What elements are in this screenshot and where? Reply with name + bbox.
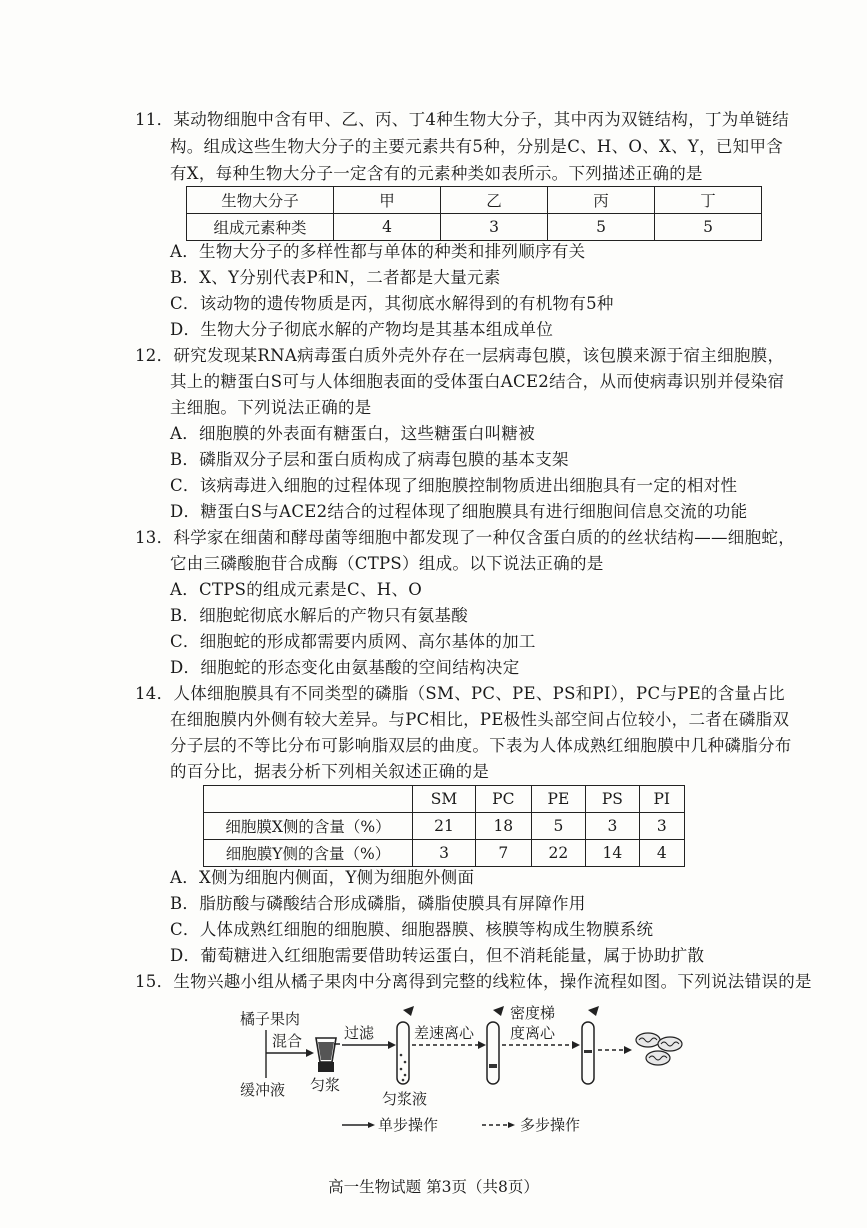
table-cell: PC	[476, 786, 532, 813]
mitochondria-icon	[636, 1033, 682, 1065]
table-cell: 细胞膜X侧的含量（%）	[204, 813, 413, 840]
table-cell: SM	[413, 786, 476, 813]
arrow-head-icon	[478, 1041, 486, 1049]
table-cell: 5	[531, 813, 586, 840]
table-cell: 乙	[441, 187, 548, 214]
table-cell: PS	[586, 786, 639, 813]
table-row	[204, 840, 685, 867]
arrow-head-icon	[388, 1041, 396, 1049]
label-buffer: 缓冲液	[240, 1081, 286, 1099]
q11-stem-line-3: 有X，每种生物大分子一定含有的元素种类如表所示。下列描述正确的是	[170, 164, 703, 183]
q14-stem-line-2: 在细胞膜内外侧有较大差异。与PC相比，PE极性头部空间占位较小，二者在磷脂双	[170, 710, 790, 729]
q12-option-c: C．该病毒进入细胞的过程体现了细胞膜控制物质进出细胞具有一定的相对性	[170, 476, 738, 495]
q13-option-d: D．细胞蛇的形态变化由氨基酸的空间结构决定	[170, 658, 520, 677]
label-density-line-2: 度离心	[510, 1024, 556, 1042]
arrow-head-icon	[624, 1046, 632, 1054]
label-filter: 过滤	[344, 1024, 375, 1042]
label-homogenize: 匀浆	[310, 1076, 341, 1094]
table-cell: 5	[548, 214, 655, 241]
q12-option-b: B．磷脂双分子层和蛋白质构成了病毒包膜的基本支架	[170, 450, 569, 469]
legend-single-step: 单步操作	[378, 1116, 439, 1134]
test-tube-1-icon	[397, 1006, 414, 1084]
table-cell: 4	[639, 840, 684, 867]
q11-option-b: B．X、Y分别代表P和N，二者都是大量元素	[170, 268, 501, 287]
table-row	[204, 813, 685, 840]
q11-stem-line-1: 11．某动物细胞中含有甲、乙、丙、丁4种生物大分子，其中丙为双链结构，丁为单链结	[135, 110, 789, 129]
table-cell: 组成元素种类	[187, 214, 334, 241]
q14-stem-line-3: 分子层的不等比分布可影响脂双层的曲度。下表为人体成熟红细胞膜中几种磷脂分布	[170, 736, 792, 755]
q12-stem-line-1: 12．研究发现某RNA病毒蛋白质外壳外存在一层病毒包膜，该包膜来源于宿主细胞膜，	[135, 346, 785, 365]
test-tube-3-icon	[582, 1006, 599, 1084]
q13-option-c: C．细胞蛇的形成都需要内质网、高尔基体的加工	[170, 632, 536, 651]
table-row	[187, 187, 762, 214]
q12-option-d: D．糖蛋白S与ACE2结合的过程体现了细胞膜具有进行细胞间信息交流的功能	[170, 502, 748, 521]
q15-stem-line-1: 15．生物兴趣小组从橘子果肉中分离得到完整的线粒体，操作流程如图。下列说法错误的是	[135, 972, 812, 991]
table-cell: 14	[586, 840, 639, 867]
q11-option-d: D．生物大分子彻底水解的产物均是其基本组成单位	[170, 320, 554, 339]
q14-option-d: D．葡萄糖进入红细胞需要借助转运蛋白，但不消耗能量，属于协助扩散	[170, 946, 705, 965]
q12-option-a: A．细胞膜的外表面有糖蛋白，这些糖蛋白叫糖被	[170, 424, 536, 443]
q14-stem-line-4: 的百分比，据表分析下列相关叙述正确的是	[170, 762, 490, 781]
table-row	[187, 214, 762, 241]
q14-option-b: B．脂肪酸与磷酸结合形成磷脂，磷脂使膜具有屏障作用	[170, 894, 586, 913]
q11-table	[186, 186, 762, 241]
page-footer: 高一生物试题 第3页（共8页）	[328, 1178, 539, 1196]
q11-option-a: A．生物大分子的多样性都与单体的种类和排列顺序有关	[170, 242, 586, 261]
table-cell: PE	[531, 786, 586, 813]
arrow-head-icon	[508, 1122, 515, 1128]
q11-option-c: C．该动物的遗传物质是丙，其彻底水解得到的有机物有5种	[170, 294, 614, 313]
table-cell: 3	[413, 840, 476, 867]
table-cell: 生物大分子	[187, 187, 334, 214]
blender-icon	[316, 1038, 340, 1072]
table-cell: 3	[639, 813, 684, 840]
q15-flow-diagram	[230, 1000, 690, 1150]
label-mix: 混合	[272, 1032, 303, 1050]
q14-option-c: C．人体成熟红细胞的细胞膜、细胞器膜、核膜等构成生物膜系统	[170, 920, 654, 939]
q14-stem-line-1: 14．人体细胞膜具有不同类型的磷脂（SM、PC、PE、PS和PI），PC与PE的含量占比	[135, 684, 785, 703]
q14-table	[203, 785, 685, 867]
q13-stem-line-2: 它由三磷酸胞苷合成酶（CTPS）组成。以下说法正确的是	[170, 554, 604, 573]
table-cell: 21	[413, 813, 476, 840]
q13-stem-line-1: 13．科学家在细菌和酵母菌等细胞中都发现了一种仅含蛋白质的的丝状结构——细胞蛇，	[135, 528, 795, 547]
label-orange-pulp: 橘子果肉	[240, 1010, 301, 1028]
q13-option-a: A．CTPS的组成元素是C、H、O	[170, 580, 423, 599]
label-homogenate: 匀浆液	[382, 1090, 428, 1108]
table-cell: 3	[586, 813, 639, 840]
legend-multi-step: 多步操作	[520, 1116, 581, 1134]
table-cell: 18	[476, 813, 532, 840]
table-cell: 4	[334, 214, 441, 241]
table-cell: 3	[441, 214, 548, 241]
table-cell: 细胞膜Y侧的含量（%）	[204, 840, 413, 867]
test-tube-2-icon	[487, 1006, 504, 1084]
arrow-head-icon	[368, 1122, 375, 1128]
arrow-head-icon	[572, 1041, 580, 1049]
label-density-line-1: 密度梯	[510, 1004, 556, 1022]
table-row	[204, 786, 685, 813]
q12-stem-line-3: 主细胞。下列说法正确的是	[170, 398, 372, 417]
q12-stem-line-2: 其上的糖蛋白S可与人体细胞表面的受体蛋白ACE2结合，从而使病毒识别并侵染宿	[170, 372, 785, 391]
table-cell: 丁	[655, 187, 762, 214]
q11-stem-line-2: 构。组成这些生物大分子的主要元素共有5种，分别是C、H、O、X、Y，已知甲含	[170, 137, 784, 156]
arrow-head-icon	[306, 1049, 314, 1057]
q13-option-b: B．细胞蛇彻底水解后的产物只有氨基酸	[170, 606, 469, 625]
table-cell: 甲	[334, 187, 441, 214]
label-diff-centrifuge: 差速离心	[414, 1024, 475, 1042]
table-cell: 5	[655, 214, 762, 241]
table-cell: 丙	[548, 187, 655, 214]
table-cell	[204, 786, 413, 813]
table-cell: 7	[476, 840, 532, 867]
table-cell: 22	[531, 840, 586, 867]
q14-option-a: A．X侧为细胞内侧面，Y侧为细胞外侧面	[170, 868, 475, 887]
table-cell: PI	[639, 786, 684, 813]
